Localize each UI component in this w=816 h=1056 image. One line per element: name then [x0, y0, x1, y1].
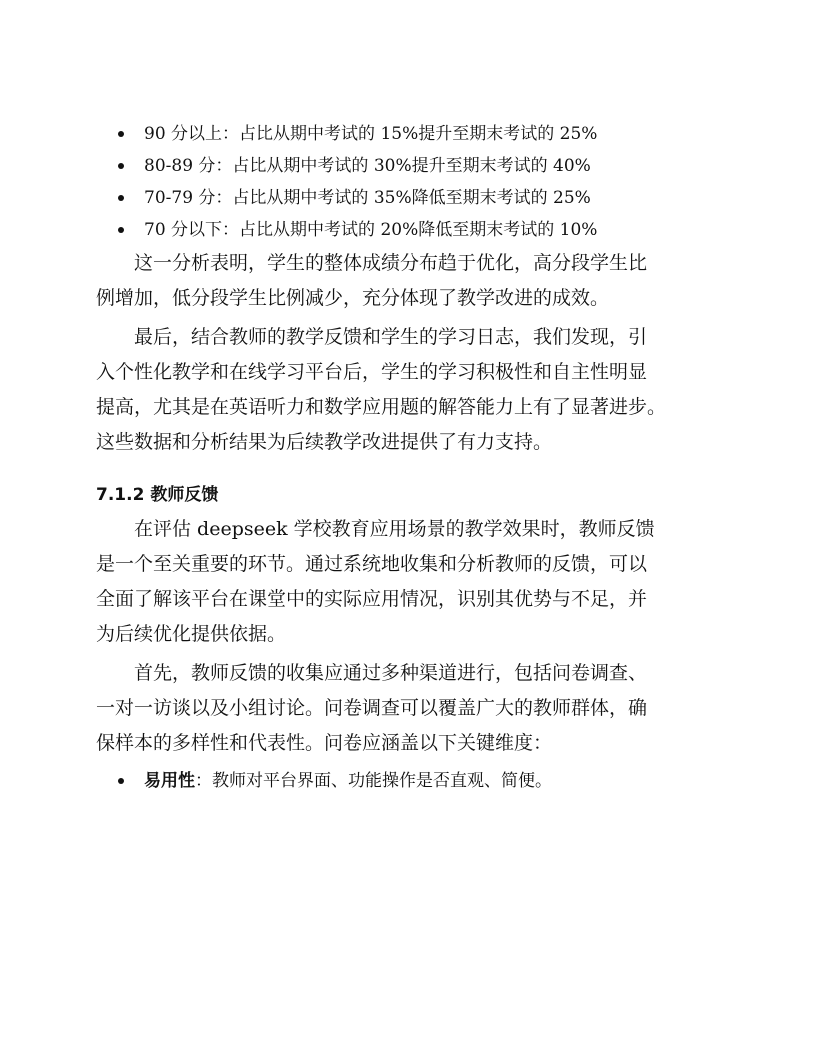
- paragraph-line: 这些数据和分析结果为后续教学改进提供了有力支持。: [96, 431, 553, 453]
- score-distribution-list: [96, 118, 736, 246]
- conclusion-paragraph: [96, 320, 736, 460]
- paragraph-line: 这一分析表明，学生的整体成绩分布趋于优化，高分段学生比: [134, 252, 648, 274]
- list-item-text: 80-89 分：占比从期中考试的 30%提升至期末考试的 40%: [144, 156, 591, 176]
- paragraph-line: 首先，教师反馈的收集应通过多种渠道进行，包括问卷调查、: [134, 662, 648, 684]
- bullet-dot-icon: [118, 778, 124, 784]
- paragraph-line: 提高，尤其是在英语听力和数学应用题的解答能力上有了显著进步。: [96, 396, 667, 418]
- intro-paragraph: [96, 512, 736, 652]
- list-item-text: 70 分以下：占比从期中考试的 20%降低至期末考试的 10%: [144, 220, 598, 240]
- dimension-term: 易用性: [144, 771, 195, 791]
- list-item-text: 90 分以上：占比从期中考试的 15%提升至期末考试的 25%: [144, 124, 598, 144]
- list-item: [96, 118, 736, 150]
- paragraph-line: 最后，结合教师的教学反馈和学生的学习日志，我们发现，引: [134, 326, 648, 348]
- paragraph-line: 是一个至关重要的环节。通过系统地收集和分析教师的反馈，可以: [96, 553, 648, 575]
- section-heading: 7.1.2 教师反馈: [96, 485, 219, 505]
- paragraph-line: 在评估 deepseek 学校教育应用场景的教学效果时，教师反馈: [134, 518, 655, 540]
- list-item: [96, 182, 736, 214]
- dimension-list: [96, 765, 736, 797]
- paragraph-line: 入个性化教学和在线学习平台后，学生的学习积极性和自主性明显: [96, 361, 648, 383]
- paragraph-line: 一对一访谈以及小组讨论。问卷调查可以覆盖广大的教师群体，确: [96, 697, 648, 719]
- list-item: [96, 765, 736, 797]
- dimension-description: ：教师对平台界面、功能操作是否直观、简便。: [195, 771, 552, 791]
- analysis-paragraph: [96, 246, 736, 316]
- bullet-dot-icon: [118, 163, 124, 169]
- list-item: [96, 150, 736, 182]
- list-item: [96, 214, 736, 246]
- paragraph-line: 全面了解该平台在课堂中的实际应用情况，识别其优势与不足，并: [96, 588, 648, 610]
- paragraph-line: 保样本的多样性和代表性。问卷应涵盖以下关键维度：: [96, 732, 553, 754]
- bullet-dot-icon: [118, 227, 124, 233]
- paragraph-line: 例增加，低分段学生比例减少，充分体现了教学改进的成效。: [96, 287, 610, 309]
- bullet-dot-icon: [118, 195, 124, 201]
- list-item-text: 70-79 分：占比从期中考试的 35%降低至期末考试的 25%: [144, 188, 591, 208]
- collection-paragraph: [96, 656, 736, 761]
- paragraph-line: 为后续优化提供依据。: [96, 623, 287, 645]
- bullet-dot-icon: [118, 131, 124, 137]
- document-page: [96, 118, 736, 797]
